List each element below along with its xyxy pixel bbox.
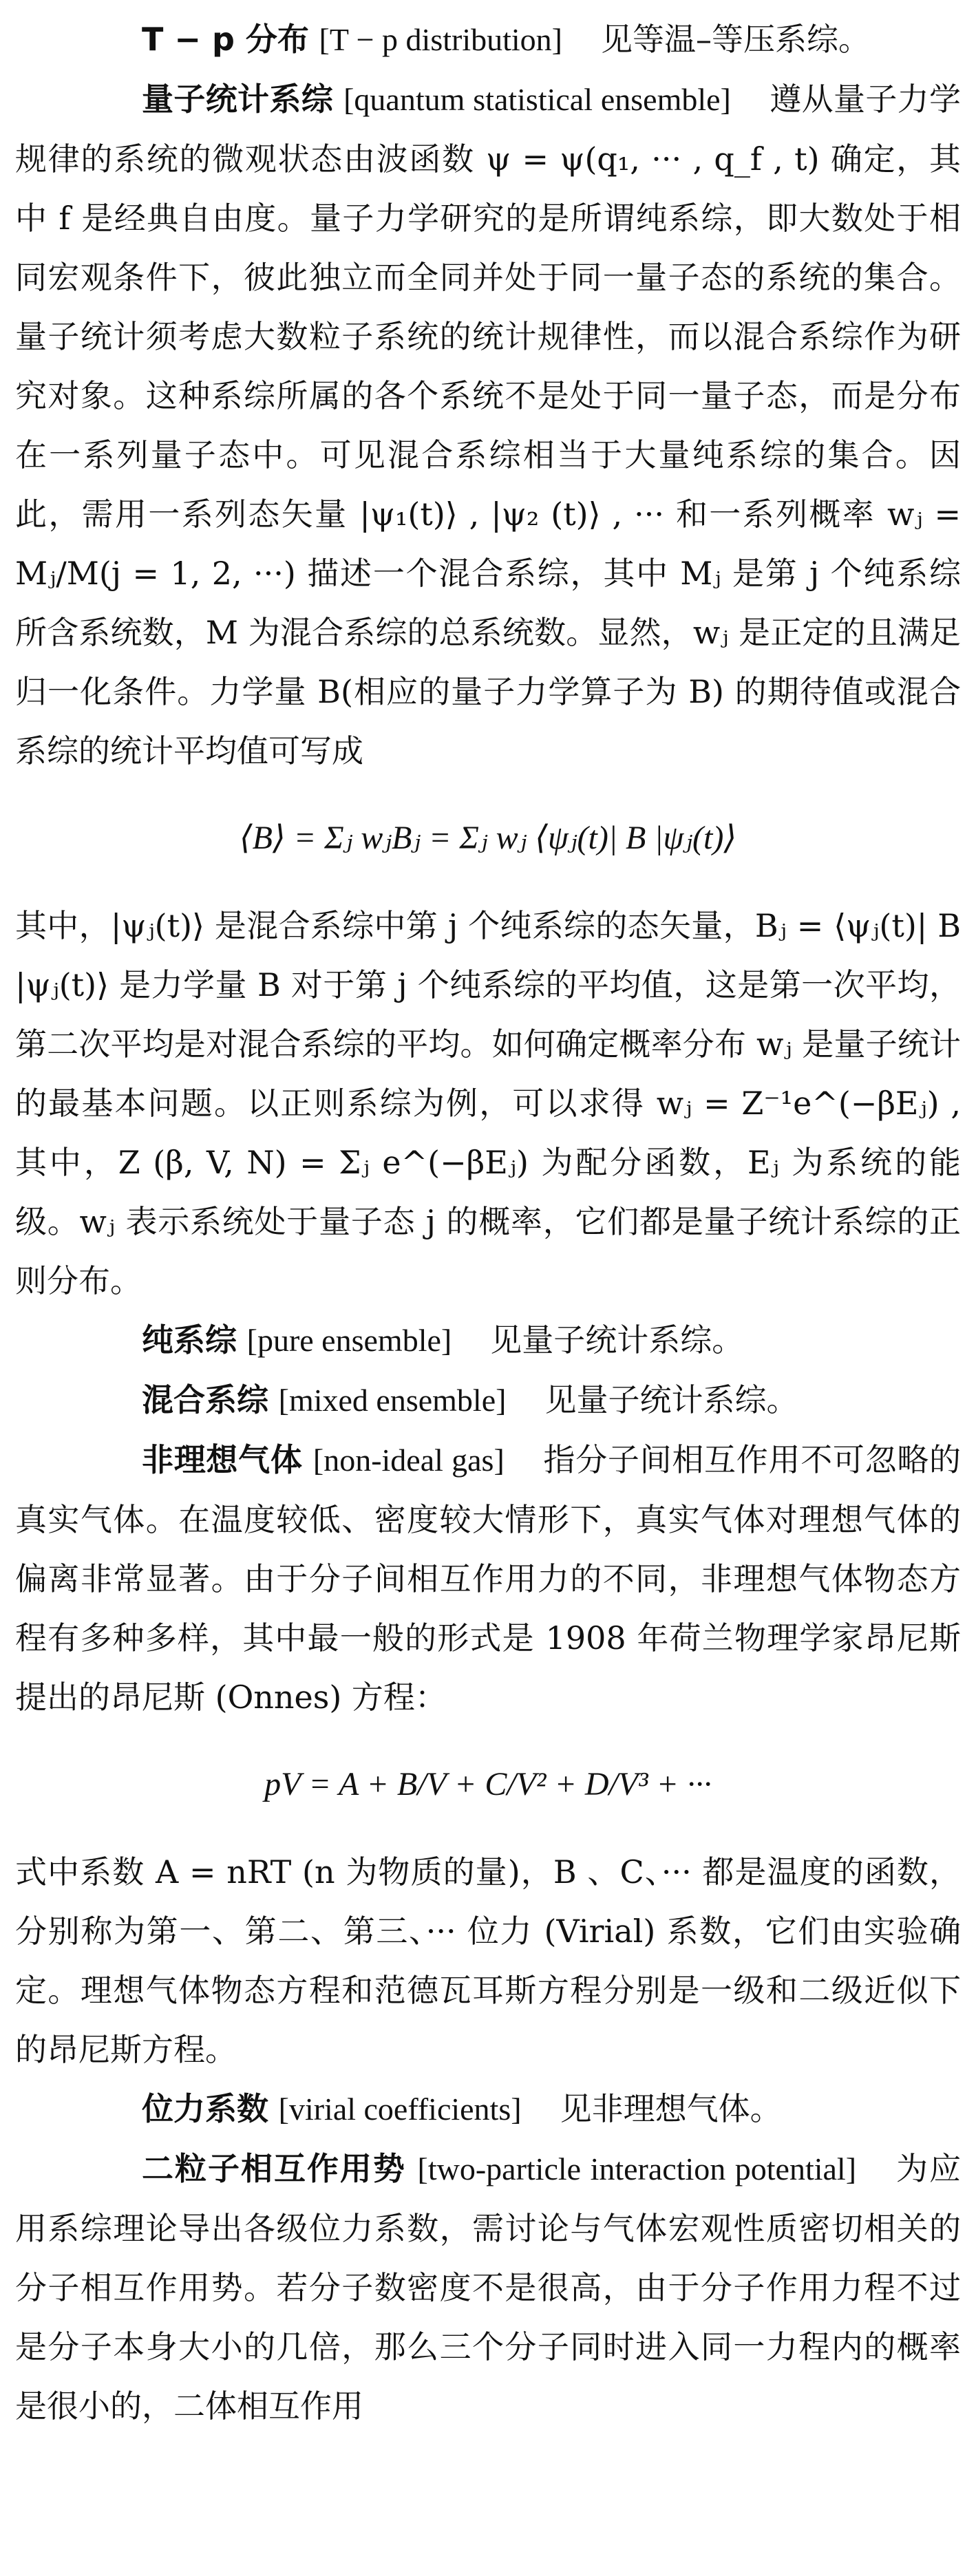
paragraph-text: 其中，|ψⱼ(t)⟩ 是混合系综中第 j 个纯系综的态矢量，Bⱼ = ⟨ψⱼ(t)| B |ψⱼ(t)⟩ 是力学量 B 对于第 j 个纯系综的平均值，这是第一次平均，第二次平均是对混合系综的平均。如何确定概率分布 wⱼ 是量子统计的最基本问题。以正则系综为例，可以求得 wⱼ = Z⁻¹e^(−βEⱼ) , 其中，Z (β, V, N) = Σⱼ e^(−βEⱼ) 为配分函数，Eⱼ 为系统的能级。wⱼ 表示系统处于量子态 j 的概率，它们都是量子统计系综的正则分布。 (15, 907, 961, 1299)
formula-expectation-value: ⟨B⟩ = Σⱼ wⱼBⱼ = Σⱼ wⱼ ⟨ψⱼ(t)| B |ψⱼ(t)⟩ (239, 820, 737, 856)
entry-english: [non-ideal gas] (312, 1443, 505, 1478)
formula-onnes-equation: pV = A + B/V + C/V² + D/V³ + ··· (264, 1766, 712, 1802)
entry-body: 见量子统计系综。 (544, 1381, 798, 1418)
paragraph-text: 式中系数 A = nRT (n 为物质的量)，B 、C、··· 都是温度的函数，分别称为第一、第二、第三、··· 位力 (Virial) 系数，它们由实验确定。理想气体物态方程和范德瓦耳斯方程分别是一级和二级近似下的昂尼斯方程。 (15, 1853, 961, 2068)
entry-body: 见等温–等压系综。 (601, 21, 871, 58)
entry-t-p-distribution (15, 10, 961, 70)
entry-term: T − p 分布 (142, 21, 309, 58)
entry-body: 指分子间相互作用不可忽略的真实气体。在温度较低、密度较大情形下，真实气体对理想气体的偏离非常显著。由于分子间相互作用力的不同，非理想气体物态方程有多种多样，其中最一般的形式是 1908 年荷兰物理学家昂尼斯提出的昂尼斯 (Onnes) 方程： (15, 1441, 962, 1716)
entry-term: 混合系综 (142, 1381, 268, 1418)
entry-pure-ensemble (15, 1310, 961, 1370)
entry-body: 遵从量子力学规律的系统的微观状态由波函数 ψ = ψ(q₁, ··· , q_f , t) 确定，其中 f 是经典自由度。量子力学研究的是所谓纯系综，即大数处于相同宏观条件下，彼此独立而全同并处于同一量子态的系统的集合。量子统计须考虑大数粒子系统的统计规律性，而以混合系综作为研究对象。这种系综所属的各个系统不是处于同一量子态，而是分布在一系列量子态中。可见混合系综相当于大量纯系综的集合。因此，需用一系列态矢量 |ψ₁(t)⟩ , |ψ₂ (t)⟩ , ··· 和一系列概率 wⱼ = Mⱼ/M(j = 1, 2, ···) 描述一个混合系综，其中 Mⱼ 是第 j 个纯系综所含系统数，M 为混合系综的总系统数。显然，wⱼ 是正定的且满足归一化条件。力学量 B(相应的量子力学算子为 B) 的期待值或混合系综的统计平均值可写成 (15, 81, 962, 769)
entry-term: 纯系综 (142, 1321, 237, 1359)
entry-quantum-statistical-ensemble (15, 70, 961, 780)
entry-term: 非理想气体 (142, 1441, 303, 1478)
entry-english: [T − p distribution] (319, 22, 562, 57)
entry-mixed-ensemble (15, 1370, 961, 1430)
entry-non-ideal-gas (15, 1430, 961, 1727)
continuation-non-ideal-gas (15, 1842, 961, 2079)
entry-virial-coefficients (15, 2079, 961, 2139)
entry-body: 见量子统计系综。 (490, 1321, 744, 1359)
entry-two-particle-interaction-potential (15, 2139, 961, 2436)
entry-term: 二粒子相互作用势 (142, 2150, 406, 2187)
entry-term: 位力系数 (142, 2090, 268, 2127)
continuation-quantum-ensemble (15, 896, 961, 1310)
entry-english: [mixed ensemble] (278, 1383, 507, 1418)
entry-english: [pure ensemble] (246, 1323, 452, 1358)
entry-term: 量子统计系综 (142, 81, 334, 118)
entry-english: [virial coefficients] (278, 2091, 522, 2127)
entry-body: 为应用系综理论导出各级位力系数，需讨论与气体宏观性质密切相关的分子相互作用势。若分子数密度不是很高，由于分子作用力程不过是分子本身大小的几倍，那么三个分子同时进入同一力程内的概率是很小的，二体相互作用 (15, 2150, 962, 2425)
entry-body: 见非理想气体。 (560, 2090, 782, 2127)
entry-english: [two-particle interaction potential] (417, 2151, 857, 2186)
entry-english: [quantum statistical ensemble] (343, 82, 731, 117)
